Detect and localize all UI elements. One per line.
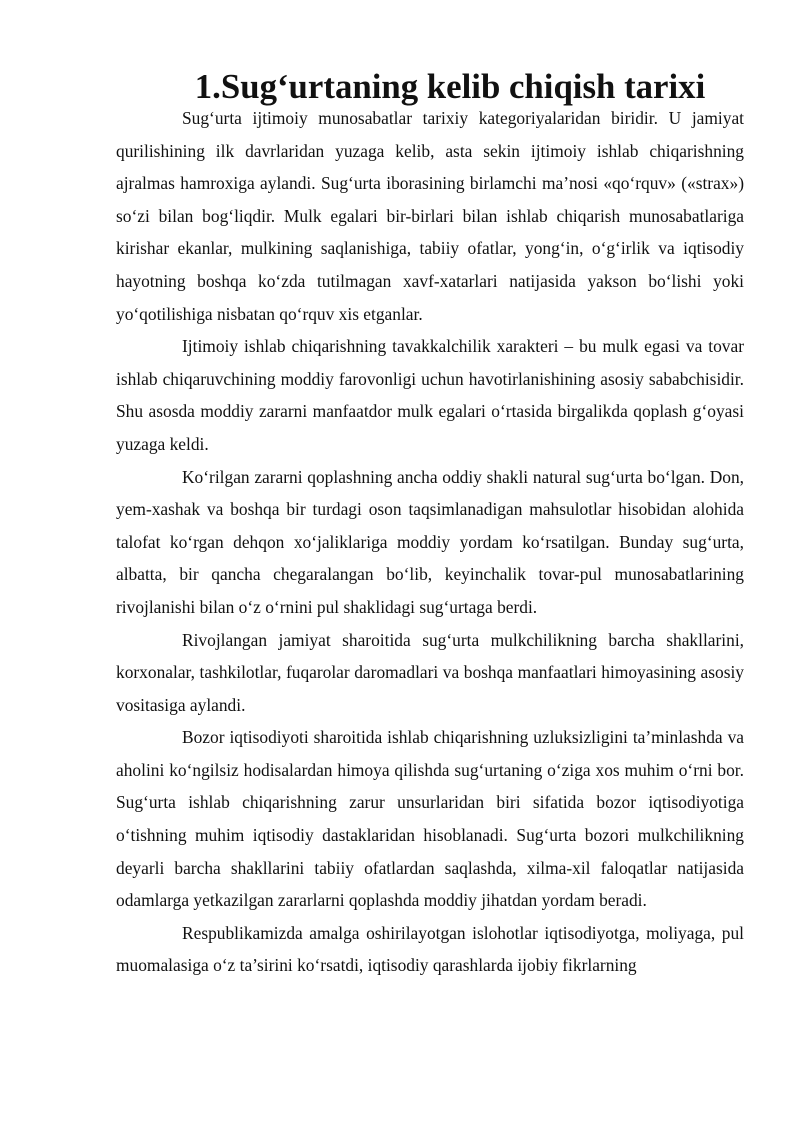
document-title: 1.Sug‘urtaning kelib chiqish tarixi (194, 67, 706, 106)
paragraph-market-economy: Bozor iqtisodiyoti sharoitida ishlab chiqarishning uzluksizligini ta’minlashda va aholini ko‘ngilsiz hodisalardan himoya qilishda sug‘urtaning o‘ziga xos muhim o‘rni bor. Sug‘urta ishlab chiqarishning zarur unsurlaridan biri sifatida bozor iqtisodiyotiga o‘tishning muhim iqtisodiy dastaklaridan hisoblanadi. Sug‘urta bozori mulkchilikning deyarli barcha shakllarini tabiiy ofatlardan saqlashda, xilma-xil faloqatlar natijasida odamlarga yetkazilgan zararlarni qoplashda moddiy jihatdan yordam beradi. (116, 727, 744, 911)
paragraph-developed-society: Rivojlangan jamiyat sharoitida sug‘urta mulkchilikning barcha shakllarini, korxonalar, tashkilotlar, fuqarolar daromadlari va boshqa manfaatlari himoyasining asosiy vositasiga aylandi. (116, 629, 744, 715)
paragraph-natural-insurance: Ko‘rilgan zararni qoplashning ancha oddiy shakli natural sug‘urta bo‘lgan. Don, yem-xashak va boshqa bir turdagi oson taqsimlanadigan mahsulotlar hisobidan alohida talofat ko‘rgan dehqon xo‘jaliklariga moddiy yordam ko‘rsatilgan. Bunday sug‘urta, albatta, bir qancha chegaralangan bo‘lib, keyinchalik tovar-pul munosabatlarining rivojlanishi bilan o‘z o‘rnini pul shaklidagi sug‘urtaga berdi. (116, 466, 744, 617)
paragraph-origin: Sug‘urta ijtimoiy munosabatlar tarixiy kategoriyalaridan biridir. U jamiyat qurilishining ilk davrlaridan yuzaga kelib, asta sekin ijtimoiy ishlab chiqarishning ajralmas hamroxiga aylandi. Sug‘urta iborasining birlamchi ma’nosi «qo‘rquv» («strax») so‘zi bilan bog‘liqdir. Mulk egalari bir-birlari bilan ishlab chiqarish munosabatlariga kirishar ekanlar, mulkining saqlanishiga, tabiiy ofatlar, yong‘in, o‘g‘irlik va iqtisodiy hayotning boshqa ko‘zda tutilmagan xavf-xatarlari natijasida yakson bo‘lishi yoki yo‘qotilishiga nisbatan qo‘rquv xis etganlar. (116, 108, 744, 324)
document-page (116, 67, 744, 982)
paragraph-risk-character: Ijtimoiy ishlab chiqarishning tavakkalchilik xarakteri – bu mulk egasi va tovar ishlab chiqaruvchining moddiy farovonligi uchun havotirlanishining asosiy sababchisidir. Shu asosda moddiy zararni manfaatdor mulk egalari o‘rtasida birgalikda qoplash g‘oyasi yuzaga keldi. (116, 336, 744, 454)
paragraph-reforms: Respublikamizda amalga oshirilayotgan islohotlar iqtisodiyotga, moliyaga, pul muomalasiga o‘z ta’sirini ko‘rsatdi, iqtisodiy qarashlarda ijobiy fikrlarning (116, 922, 744, 976)
